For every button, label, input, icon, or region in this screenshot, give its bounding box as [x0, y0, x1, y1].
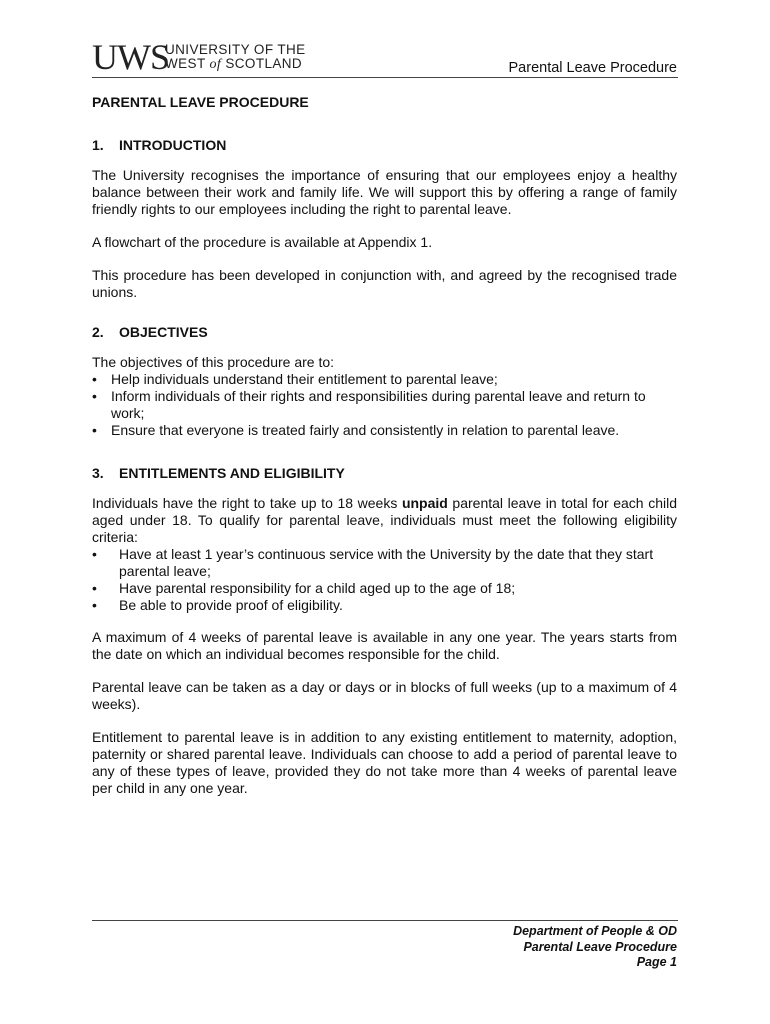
list-item: • Ensure that everyone is treated fairly and consistently in relation to parental leave.: [92, 422, 677, 439]
list-item: • Inform individuals of their rights and responsibilities during parental leave and return to work;: [92, 388, 677, 422]
list-item: • Help individuals understand their entitlement to parental leave;: [92, 371, 677, 388]
paragraph: A maximum of 4 weeks of parental leave is available in any one year. The years starts from the date on which an individual becomes responsible for the child.: [92, 629, 677, 662]
list-item: • Have at least 1 year’s continuous service with the University by the date that they start parental leave;: [92, 546, 677, 580]
page-number: Page 1: [636, 955, 677, 969]
footer-department: Department of People & OD: [513, 924, 677, 938]
eligibility-list: [92, 546, 677, 614]
paragraph: This procedure has been developed in conjunction with, and agreed by the recognised trade unions.: [92, 267, 677, 300]
paragraph: The University recognises the importance of ensuring that our employees enjoy a healthy balance between their work and family life. We will support this by offering a range of family friendly rights to our employees including the right to parental leave.: [92, 167, 677, 217]
paragraph: Individuals have the right to take up to 18 weeks unpaid parental leave in total for each child aged under 18. To qualify for parental leave, individuals must meet the following eligibility criteria:: [92, 495, 677, 545]
section-heading-introduction: 1. INTRODUCTION: [92, 137, 227, 153]
objectives-list: [92, 371, 677, 439]
header-divider: [92, 77, 678, 78]
paragraph: The objectives of this procedure are to:: [92, 354, 335, 370]
logo-mark: UWS: [92, 37, 169, 77]
footer-document-title: Parental Leave Procedure: [523, 939, 677, 954]
section-heading-entitlements: 3. ENTITLEMENTS AND ELIGIBILITY: [92, 465, 345, 481]
page-footer: [513, 924, 677, 971]
paragraph: Entitlement to parental leave is in addition to any existing entitlement to maternity, adoption, paternity or shared parental leave. Individuals can choose to add a period of parental leave to any of these types of leave, provided they do not take more than 4 weeks of parental leave per child in any one year.: [92, 729, 677, 796]
footer-divider: [92, 920, 678, 921]
section-heading-objectives: 2. OBJECTIVES: [92, 324, 208, 340]
logo-text-line2: WEST of SCOTLAND: [165, 56, 303, 72]
paragraph: A flowchart of the procedure is available at Appendix 1.: [92, 234, 433, 250]
list-item: • Have parental responsibility for a child aged up to the age of 18;: [92, 580, 677, 597]
document-body: [92, 94, 677, 813]
paragraph: Parental leave can be taken as a day or days or in blocks of full weeks (up to a maximum of 4 weeks).: [92, 679, 677, 712]
document-title: PARENTAL LEAVE PROCEDURE: [92, 94, 309, 110]
logo-text-line1: UNIVERSITY OF THE: [165, 42, 306, 57]
list-item: • Be able to provide proof of eligibility.: [92, 597, 677, 614]
header-title: Parental Leave Procedure: [508, 60, 677, 76]
